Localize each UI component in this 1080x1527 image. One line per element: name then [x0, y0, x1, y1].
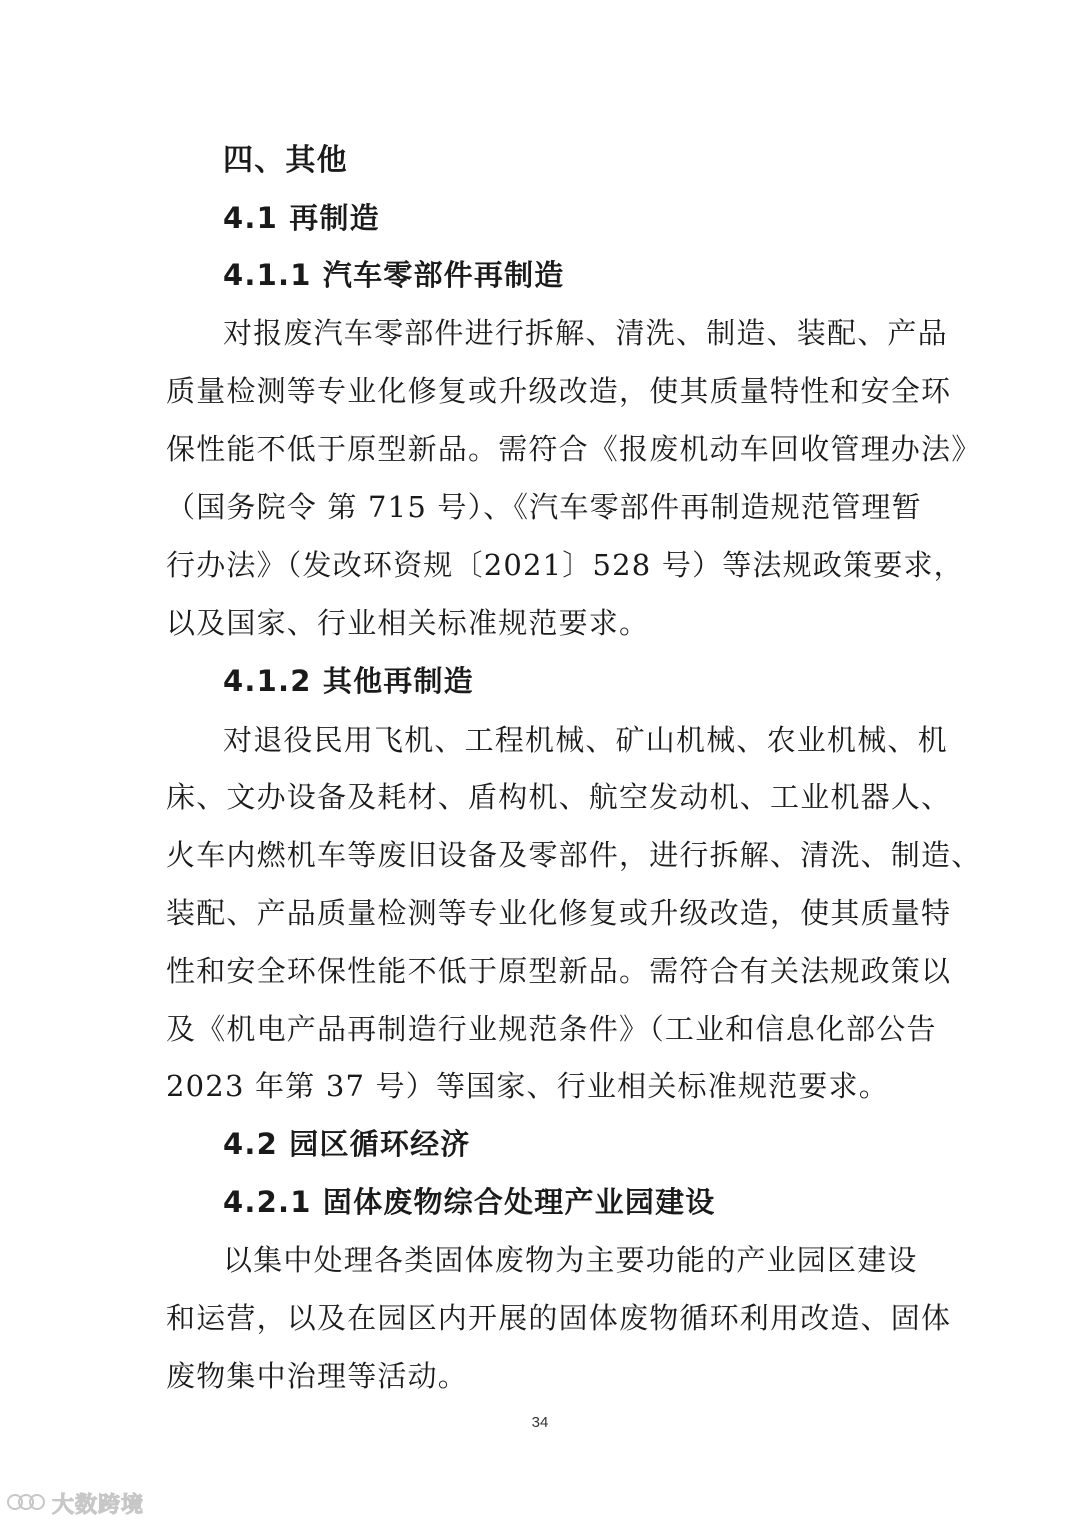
- subsection-4-2-1-title: 4.2.1 固体废物综合处理产业园建设: [223, 1185, 716, 1219]
- page-number: 34: [531, 1414, 549, 1431]
- paragraph-line: 对退役民用飞机、工程机械、矿山机械、农业机械、机: [223, 723, 948, 757]
- subsection-4-1-2-title: 4.1.2 其他再制造: [223, 664, 474, 698]
- subsection-4-2-title: 4.2 园区循环经济: [223, 1127, 471, 1161]
- paragraph-line: 火车内燃机车等废旧设备及零部件，进行拆解、清洗、制造、: [166, 838, 982, 872]
- paragraph-line: 和运营，以及在园区内开展的固体废物循环利用改造、固体: [166, 1301, 952, 1335]
- paragraph-line: 及《机电产品再制造行业规范条件》（工业和信息化部公告: [166, 1012, 937, 1046]
- subsection-4-1-1-title: 4.1.1 汽车零部件再制造: [223, 258, 565, 292]
- paragraph-line: 保性能不低于原型新品。需符合《报废机动车回收管理办法》: [166, 432, 982, 466]
- paragraph-line: 床、文办设备及耗材、盾构机、航空发动机、工业机器人、: [166, 780, 952, 814]
- paragraph-line: 废物集中治理等活动。: [166, 1359, 469, 1393]
- paragraph-line: （国务院令 第 715 号）、《汽车零部件再制造规范管理暂: [166, 490, 922, 524]
- paragraph-line: 以集中处理各类固体废物为主要功能的产业园区建设: [223, 1243, 918, 1277]
- paragraph-line: 行办法》（发改环资规〔2021〕528 号）等法规政策要求，: [166, 548, 964, 582]
- paragraph-line: 以及国家、行业相关标准规范要求。: [166, 606, 650, 640]
- watermark-logo-icon: [6, 1489, 46, 1519]
- paragraph-line: 性和安全环保性能不低于原型新品。需符合有关法规政策以: [166, 954, 952, 988]
- subsection-4-1-title: 4.1 再制造: [223, 201, 380, 235]
- paragraph-line: 质量检测等专业化修复或升级改造，使其质量特性和安全环: [166, 374, 952, 408]
- watermark-text: 大数跨境: [52, 1493, 145, 1518]
- section-title: 四、其他: [223, 143, 348, 178]
- paragraph-line: 对报废汽车零部件进行拆解、清洗、制造、装配、产品: [223, 316, 948, 350]
- paragraph-line: 2023 年第 37 号）等国家、行业相关标准规范要求。: [166, 1069, 889, 1103]
- watermark: [6, 1488, 144, 1519]
- paragraph-line: 装配、产品质量检测等专业化修复或升级改造，使其质量特: [166, 896, 952, 930]
